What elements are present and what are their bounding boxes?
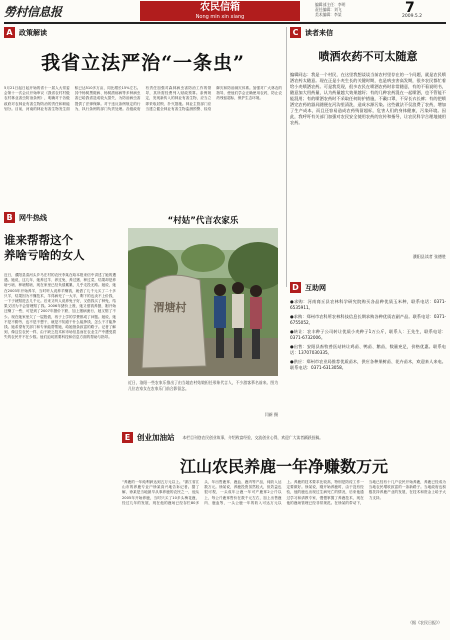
section-c — [290, 27, 446, 277]
section-b-body: 近日，濮阳县清河头乡马庄村的农民李某在给本报来信中讲述了她的遭遇。她说，这几年，她养过羊、养过兔、养过猪、种过菜，结果却是养啥亏啥、种啥赔啥，现在家里已经负债累累，几乎走投无路。她说，她在2003年开始养羊，当时听人说养羊赚钱，就借了几千元买了二十多只羊，结果因为不懂技术，羊得病死了一大半，剩下的也卖不上价钱，一下子就赔进去几千元。后来又听人说养兔子好，又借钱买了种兔，结果又因为不会管理赔了钱。2006年猪价上涨，她又借钱养猪，刚开始还赚了一些，可是到了2007年猪价下跌，加上猪病流行，她又赔了不少。现在她家里欠了一屁股债，孩子上学的学费都成了问题。她说，她不是不勤劳，也不是不想干，就是不知道干什么能挣钱，怎么干才能挣钱。她希望有关部门和专家能帮帮她，给她指条致富的路子。记者了解到，像这位农民一样，由于缺乏技术和市场信息而在农业生产中遭受损失的农民并不在少数。他们迫切需要科技和信息方面的帮助与指导。 — [4, 273, 116, 340]
section-c-letter: C — [290, 27, 301, 38]
section-title-cn: 农民信箱 — [200, 2, 240, 13]
section-b-headline — [4, 233, 116, 263]
section-d — [290, 282, 446, 422]
section-a-label: 政策解读 — [19, 28, 47, 37]
section-e-letter: E — [122, 432, 133, 443]
photo-credit: 闫新 摄 — [264, 412, 278, 417]
section-banner — [140, 1, 300, 21]
photo-caption: 近日，洛阳一些农家乐推出了由当地农村姑娘担任形象代言人，不少游客慕名前来。图为几位农家女在农家乐门前合影留念。 — [128, 380, 278, 391]
paper-name: 勞村信息报 — [4, 5, 62, 19]
list-item: ●求购：河南商丘县农林科学研究院购买各品种优质玉米种，联系电话：0371-6535911。 — [290, 299, 446, 310]
column-divider — [286, 27, 287, 287]
section-e-header — [122, 430, 446, 444]
photo-image — [128, 228, 278, 376]
section-c-label: 读者来信 — [305, 28, 333, 37]
list-item: ●出售：安阳县畜牧兽医站转让鸡苗、鸭苗、鹅苗，数量充足，价格优惠。联系电话：13707030335。 — [290, 344, 446, 355]
section-d-letter: D — [290, 282, 301, 293]
section-d-label: 互助网 — [305, 283, 326, 292]
section-c-body: 编辑同志：我是一个村民，在这里我想谈谈当前农村里存在的一个问题，就是农民喷洒农药太随意。现在正是小麦生长的关键时期，也是病虫害高发期，很多农民都忙着给小麦喷洒农药。可是我发现，很多农民在喷洒农药时非常随意，有的不看说明书，随意加大用药量，认为药量越大效果越好；有的几种农药混在一起喷洒，也不管能不能混用；有的喷洒农药时不采取任何防护措施，不戴口罩，不穿长衣长裤；有的把喷洒完农药的器具随便在河沟里清洗，造成水源污染。这些做法不仅浪费了农药，增加了生产成本，而且还容易造成农药残留超标，危害人们的身体健康，污染环境。因此，我呼吁有关部门加强对农民安全使用农药的宣传和指导，让农民科学合理地使用农药。 — [290, 72, 446, 125]
section-d-list — [290, 299, 446, 371]
section-a-body: 5月21日起日起开始的省十一届人大常委会第十一次会议开始审议《我省农村村级农村林业害虫防治条例》，明确对于各级政府对农林业有害生物防治的责任和职能划分。目前，河南的林业有害生物发生面积已达510多万亩，同比增长15%左右。其中杨树黑斑病、杨树溃疡病等多种病虫害已给我省造成较大损失，为防治病虫害提供了法律保障。对于违反条例规定的行为，执行条例的部门负责处理。各级政府有责任加强对森林病虫害防治工作的领导，其所需经费列入财政预算。条例规定，发现新传入的林业有害生物，应当立即采取封锁、扑灭措施。林业主管部门应当建立健全林业有害生物监测预警、检疫御灾和防治减灾体系。加强对广大林农的指导，使他们学会正确使用农药，防止农药残留超标，保护生态环境。 — [4, 86, 282, 111]
section-b-label: 网牛热线 — [19, 213, 47, 222]
photo-feature — [122, 214, 284, 420]
section-e — [122, 430, 446, 630]
masthead — [0, 0, 450, 22]
masthead-editor-info: 编辑部主任：李明 责任编辑：刘飞 美术编辑：李某 — [315, 2, 346, 17]
section-b-header — [4, 212, 116, 223]
stone-inscription: 渭塘村 — [153, 301, 187, 314]
section-e-body: “养鹿的一年纯利润达到五万元以上。”浙江省江山市的养鹿专业户徐某高兴地告诉记者。据了解，徐某是当地最早从事养鹿的农民之一，他从2005年开始养鹿，当时只买了10多头梅花鹿，经过几年的发展，现在他的鹿场已经存栏80多头，年出售鹿茸、鹿血、鹿肉等产品，纯收入达数万元。徐某说，养鹿投资虽然较大，但效益也很可观，一头成年公鹿一年可产鹿茸2公斤以上，每公斤鹿茸售价在数千元左右，加上出售鹿肉、鹿血等，一头公鹿一年的收入可达万元以上。养鹿的技术要求比较高，特别是防疫工作一定要做好。徐某说，刚开始养鹿时，由于没有经验，他的鹿也出现过生病死亡的情况，后来他通过学习和请教专家，慢慢掌握了养鹿技术，现在他的鹿场管理已经非常规范。在徐某的带动下，当地已经有十几户农民开始养鹿，养鹿已经成为当地农民增收致富的一条新路子。当地政府也积极扶持养鹿产业的发展，在技术和资金上给予大力支持。 — [122, 480, 446, 505]
section-title-pinyin: Nong min xin xiang — [195, 14, 245, 20]
section-b-headline-line1: 谁来帮帮这个 — [4, 233, 73, 247]
section-e-subhead: 本栏目刊登农民创业故事，介绍致富经验，交流创业心得，欢迎广大读者踊跃投稿。 — [182, 434, 323, 440]
section-c-signature: 濮阳县读者 张德胜 — [412, 254, 446, 259]
list-item: ●转让：农丰种子公司转让优质小麦种子1万公斤，联系人：王先生，联系电话：0371-6732006。 — [290, 329, 446, 340]
photo-caption-title: “村姑”代言农家乐 — [167, 216, 239, 226]
list-item: ●供应：郑州市农业局推荐优质苗木，供应各种果树苗、花卉苗木，欢迎来人来电。联系电话：0371-6313058。 — [290, 359, 446, 370]
section-c-headline: 喷洒农药不可太随意 — [318, 50, 418, 63]
list-item: ●求购：郑州市农科所农林科技信息长期求购各种优质农副产品。联系电话：0371-6755052。 — [290, 314, 446, 325]
section-a-letter: A — [4, 27, 15, 38]
section-b-letter: B — [4, 212, 15, 223]
section-a — [4, 27, 282, 207]
section-d-header — [290, 282, 446, 293]
section-b-headline-line2: 养啥亏啥的女人 — [4, 248, 85, 262]
masthead-rule — [4, 22, 446, 24]
issue-date: 2009.5.2 — [402, 14, 423, 19]
section-c-header — [290, 27, 446, 38]
section-a-header — [4, 27, 282, 38]
section-e-label: 创业加油站 — [137, 432, 175, 442]
section-e-headline: 江山农民养鹿一年净赚数万元 — [179, 457, 388, 476]
section-a-headline: 我省立法严治“一条虫” — [41, 52, 245, 74]
section-e-signature: （据《农民日报》） — [408, 620, 442, 625]
page-number: 7 — [405, 0, 415, 16]
section-b — [4, 212, 116, 627]
